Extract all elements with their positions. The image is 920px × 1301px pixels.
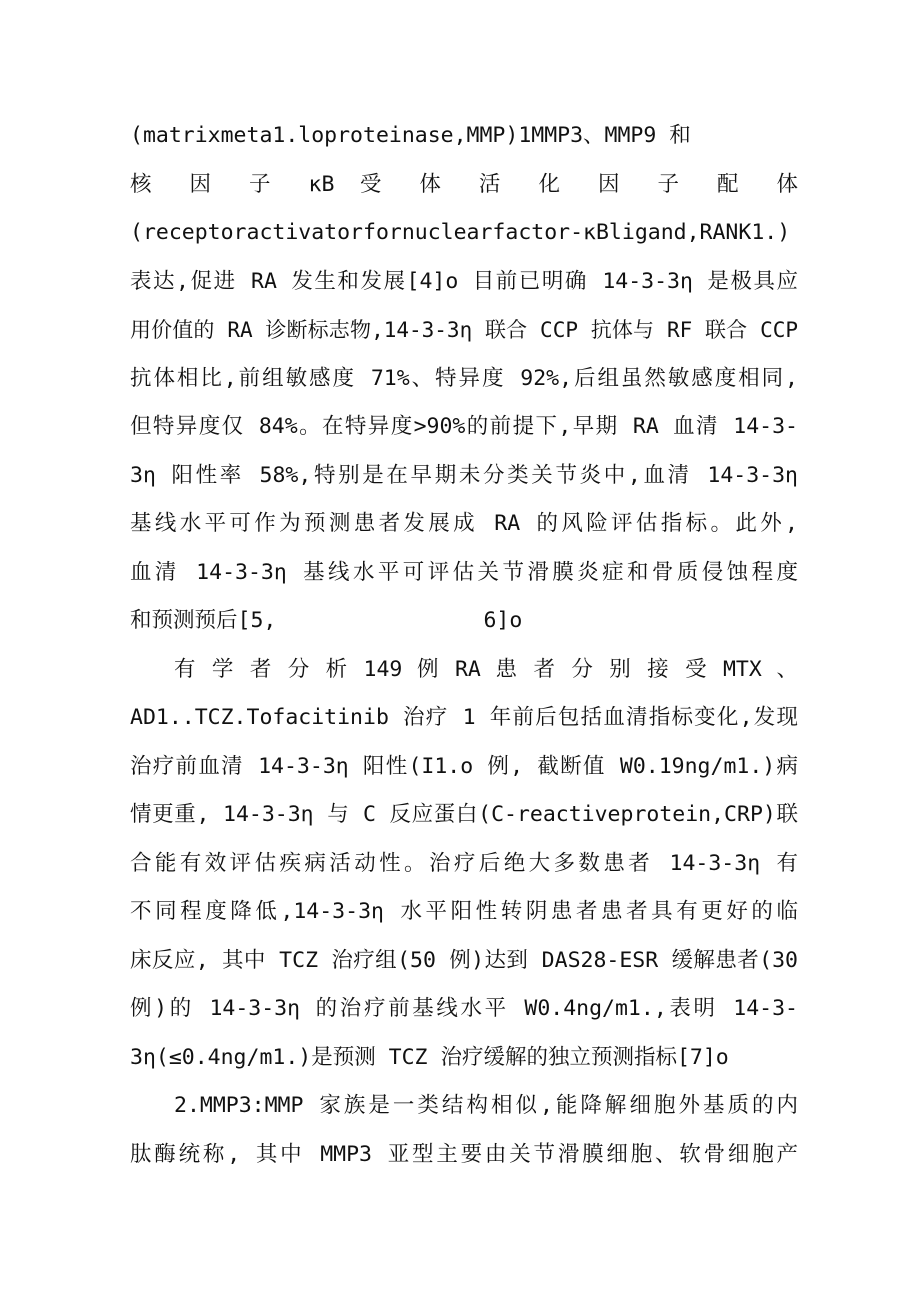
text-line: 用价值的 RA 诊断标志物,14-3-3η 联合 CCP 抗体与 RF 联合 CCP xyxy=(130,318,798,342)
text-line: 2.MMP3:MMP 家族是一类结构相似,能降解细胞外基质的内 xyxy=(174,1093,798,1118)
text-line: 基线水平可作为预测患者发展成 RA 的风险评估指标。此外, xyxy=(130,511,798,536)
text-line: 和预测预后[5, 6]o xyxy=(130,608,523,633)
text-line: (receptoractivatorfornuclearfactor-κBligand,RANK1.) xyxy=(130,220,791,245)
text-line: AD1..TCZ.Tofacitinib 治疗 1 年前后包括血清指标变化,发现 xyxy=(130,705,798,730)
text-line: 情更重, 14-3-3η 与 C 反应蛋白(C-reactiveprotein,CRP)联 xyxy=(130,802,798,827)
text-line: 表达,促进 RA 发生和发展[4]o 目前已明确 14-3-3η 是极具应 xyxy=(130,268,798,294)
text-line: 核 因 子 κB 受 体 活 化 因 子 配 体 xyxy=(130,171,798,197)
text-line: 有 学 者 分 析 149 例 RA 患 者 分 别 接 受 MTX 、 xyxy=(174,656,798,682)
text-line: (matrixmeta1.loproteinase,MMP)1MMP3、MMP9 和 xyxy=(130,123,691,148)
body-text xyxy=(130,112,798,1179)
text-line: 但特异度仅 84%。在特异度>90%的前提下,早期 RA 血清 14-3- xyxy=(130,414,798,439)
text-line: 合能有效评估疾病活动性。治疗后绝大多数患者 14-3-3η 有 xyxy=(130,850,798,876)
text-line: 抗体相比,前组敏感度 71%、特异度 92%,后组虽然敏感度相同, xyxy=(130,365,798,391)
text-line: 治疗前血清 14-3-3η 阳性(I1.o 例, 截断值 W0.19ng/m1.)病 xyxy=(130,753,798,779)
text-line: 血清 14-3-3η 基线水平可评估关节滑膜炎症和骨质侵蚀程度 xyxy=(130,559,798,585)
text-line: 3η 阳性率 58%,特别是在早期未分类关节炎中,血清 14-3-3η xyxy=(130,462,798,488)
text-line: 肽酶统称, 其中 MMP3 亚型主要由关节滑膜细胞、软骨细胞产 xyxy=(130,1141,798,1167)
text-line: 床反应, 其中 TCZ 治疗组(50 例)达到 DAS28-ESR 缓解患者(30 xyxy=(130,947,798,973)
text-line: 例)的 14-3-3η 的治疗前基线水平 W0.4ng/m1.,表明 14-3- xyxy=(130,996,798,1021)
text-line: 3η(≤0.4ng/m1.)是预测 TCZ 治疗缓解的独立预测指标[7]o xyxy=(130,1044,729,1070)
text-line: 不同程度降低,14-3-3η 水平阳性转阴患者患者具有更好的临 xyxy=(130,899,798,924)
